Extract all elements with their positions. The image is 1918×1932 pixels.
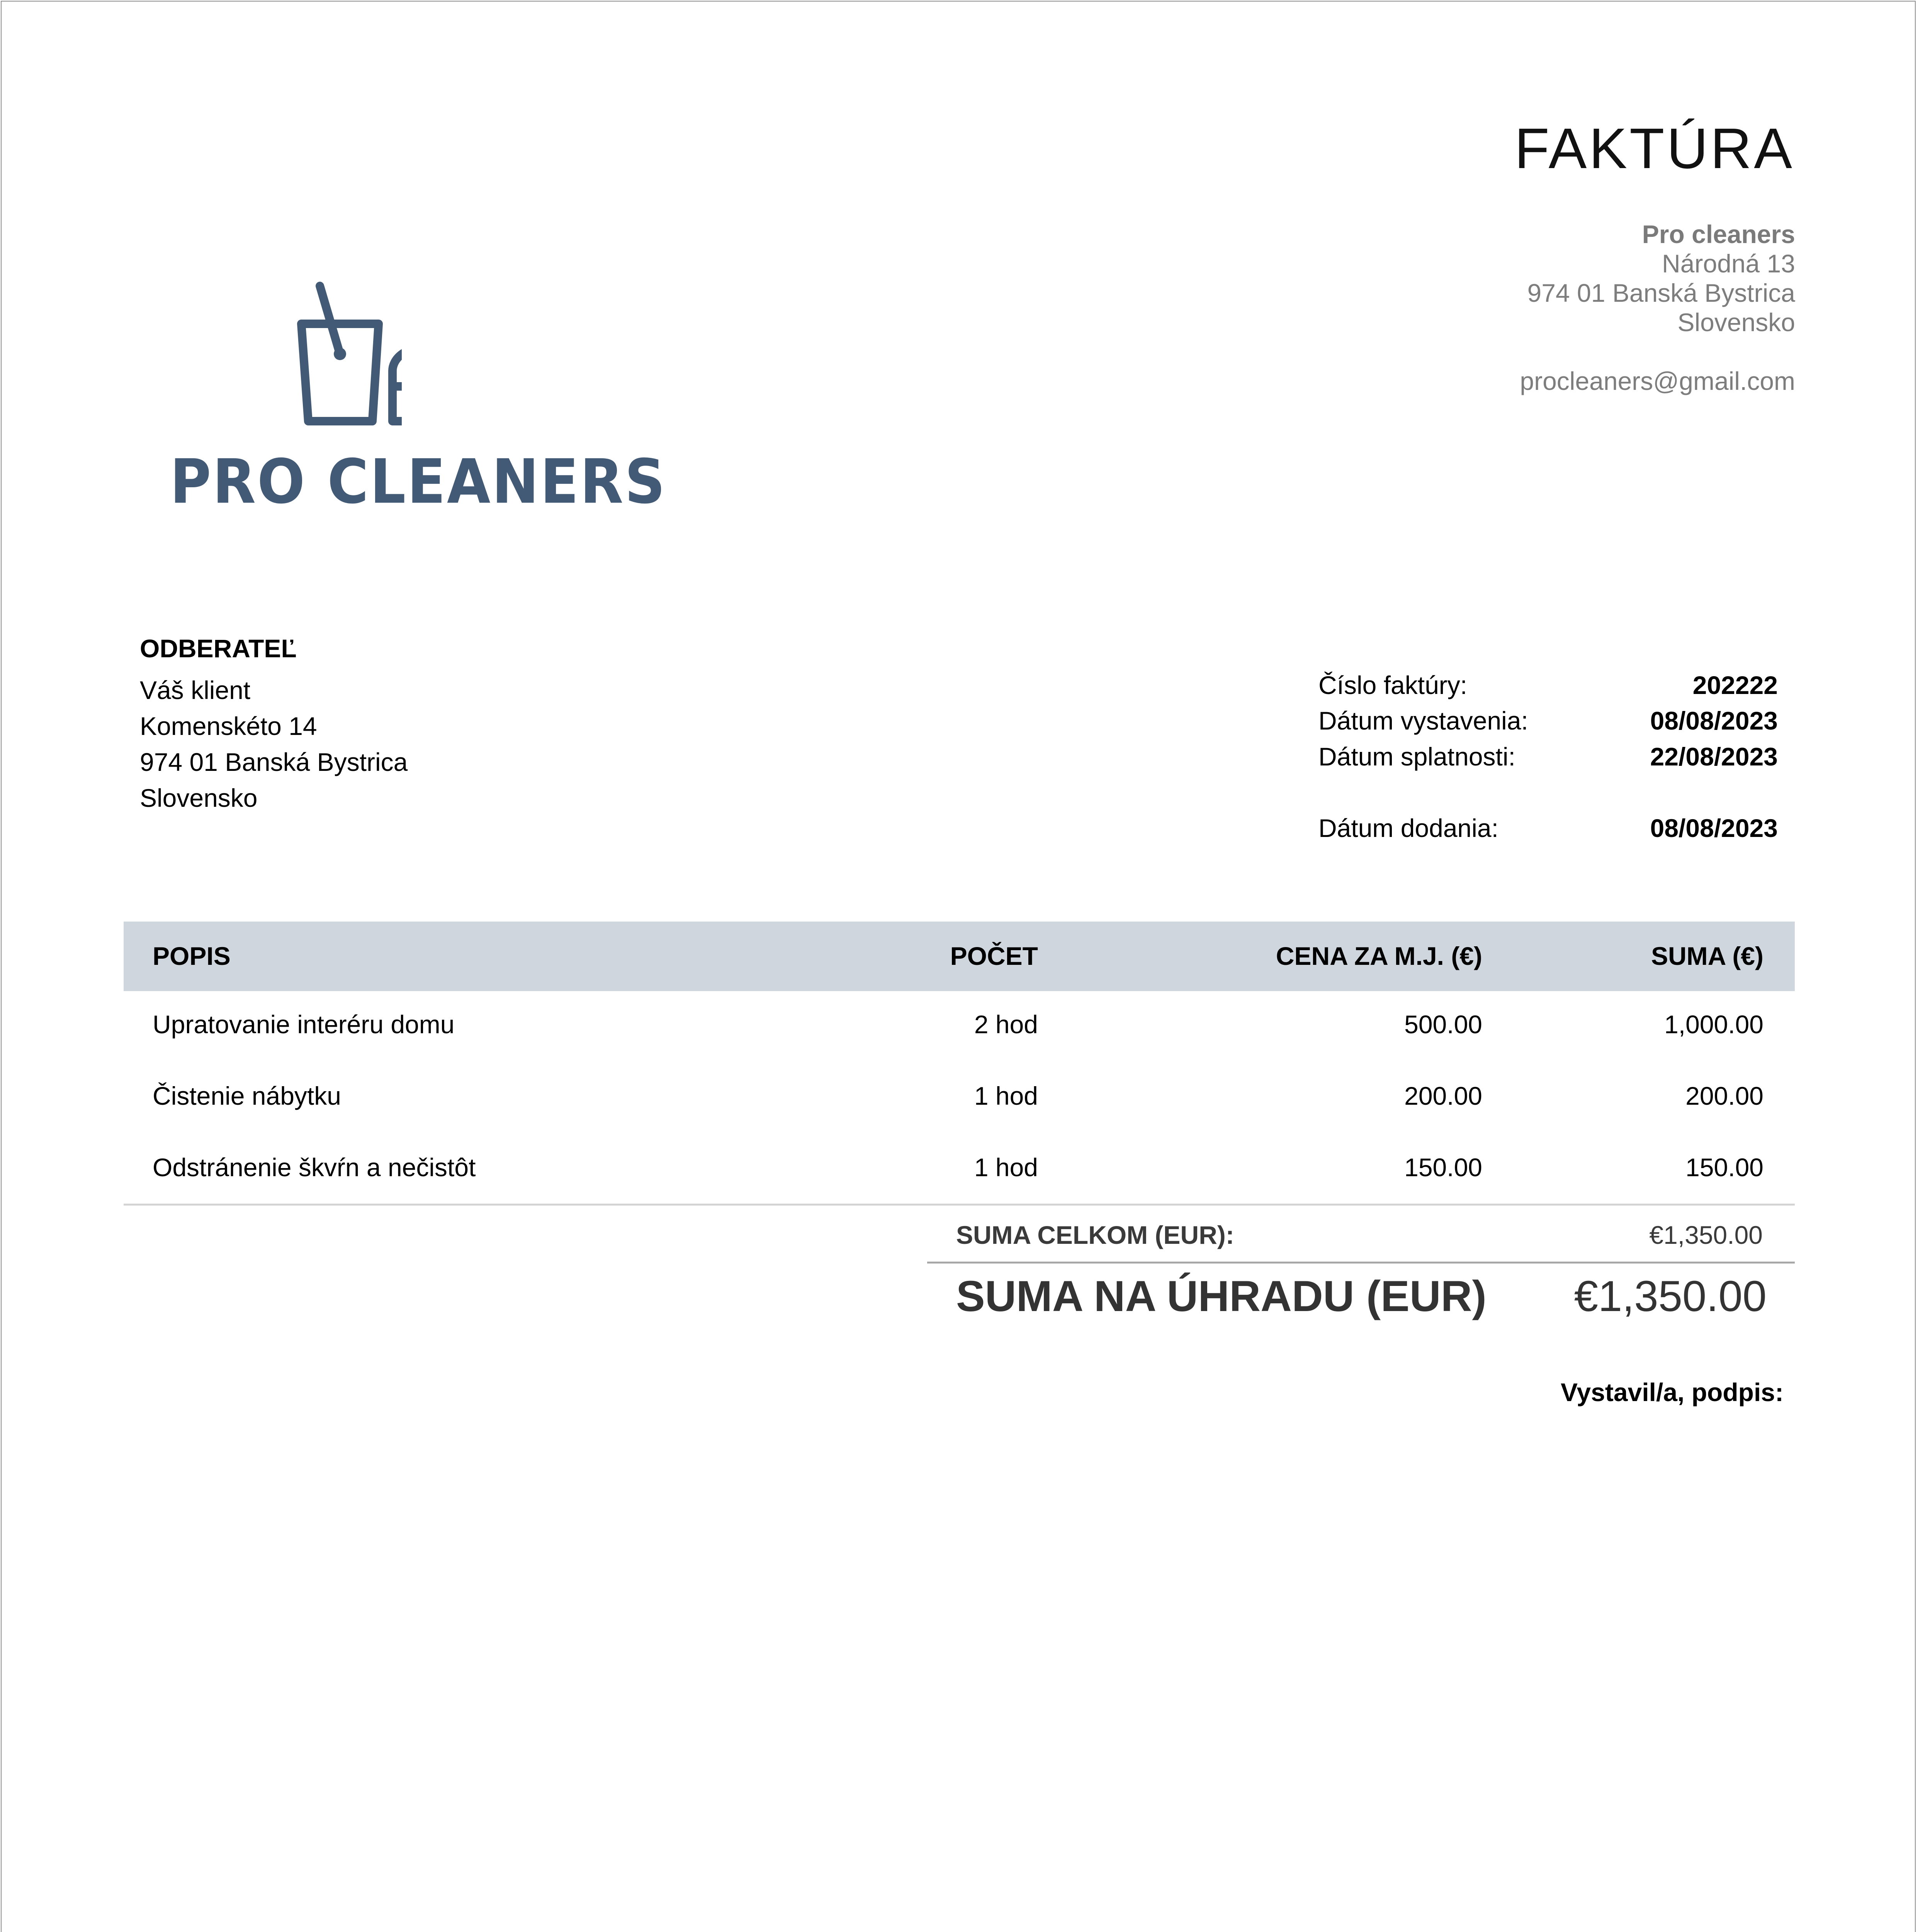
client-name: Váš klient xyxy=(140,676,251,704)
company-logo xyxy=(170,232,402,435)
subtotal-value: €1,350.00 xyxy=(1649,1221,1763,1249)
due-date: 22/08/2023 xyxy=(1650,742,1778,771)
total-due-value: €1,350.00 xyxy=(1574,1272,1767,1320)
issue-date-label: Dátum vystavenia: xyxy=(1318,706,1528,735)
seller-country: Slovensko xyxy=(1677,308,1795,337)
row-3-description: Odstránenie škvŕn a nečistôt xyxy=(153,1153,476,1182)
row-1-amount: 1,000.00 xyxy=(1664,1010,1763,1039)
row-2-amount: 200.00 xyxy=(1685,1082,1763,1110)
client-street: Komenskéto 14 xyxy=(140,712,317,740)
total-due-label: SUMA NA ÚHRADU (EUR) xyxy=(956,1272,1486,1320)
delivery-date-label: Dátum dodania: xyxy=(1318,814,1498,842)
row-2-quantity: 1 hod xyxy=(974,1082,1038,1110)
column-header-quantity: POČET xyxy=(950,942,1038,970)
document-title: FAKTÚRA xyxy=(1514,117,1794,180)
client-city: 974 01 Banská Bystrica xyxy=(140,748,408,776)
signature-label: Vystavil/a, podpis: xyxy=(1560,1378,1784,1406)
row-3-quantity: 1 hod xyxy=(974,1153,1038,1182)
column-header-description: POPIS xyxy=(153,942,231,970)
invoice-number: 202222 xyxy=(1692,671,1778,699)
client-heading: ODBERATEĽ xyxy=(140,634,297,663)
subtotal-label: SUMA CELKOM (EUR): xyxy=(956,1221,1234,1249)
row-2-unit-price: 200.00 xyxy=(1404,1082,1482,1110)
client-country: Slovensko xyxy=(140,784,258,812)
invoice-number-label: Číslo faktúry: xyxy=(1318,671,1468,699)
column-header-amount: SUMA (€) xyxy=(1651,942,1763,970)
table-divider xyxy=(124,1204,1795,1206)
seller-city: 974 01 Banská Bystrica xyxy=(1527,279,1795,307)
seller-street: Národná 13 xyxy=(1662,249,1795,278)
seller-info xyxy=(1520,219,1795,396)
issue-date: 08/08/2023 xyxy=(1650,706,1778,735)
row-1-quantity: 2 hod xyxy=(974,1010,1038,1039)
row-2-description: Čistenie nábytku xyxy=(153,1082,341,1110)
row-1-unit-price: 500.00 xyxy=(1404,1010,1482,1039)
due-date-label: Dátum splatnosti: xyxy=(1318,742,1515,771)
row-3-unit-price: 150.00 xyxy=(1404,1153,1482,1182)
client-address xyxy=(140,672,408,816)
bucket-and-brush-icon xyxy=(170,232,402,433)
logo-text: PRO CLEANERS xyxy=(170,446,667,517)
seller-email: procleaners@gmail.com xyxy=(1520,367,1795,395)
row-3-amount: 150.00 xyxy=(1685,1153,1763,1182)
row-1-description: Upratovanie interéru domu xyxy=(153,1010,455,1039)
delivery-date: 08/08/2023 xyxy=(1650,814,1778,842)
seller-name: Pro cleaners xyxy=(1642,220,1795,248)
column-header-unit-price: CENA ZA M.J. (€) xyxy=(1276,942,1482,970)
total-divider xyxy=(927,1262,1795,1264)
